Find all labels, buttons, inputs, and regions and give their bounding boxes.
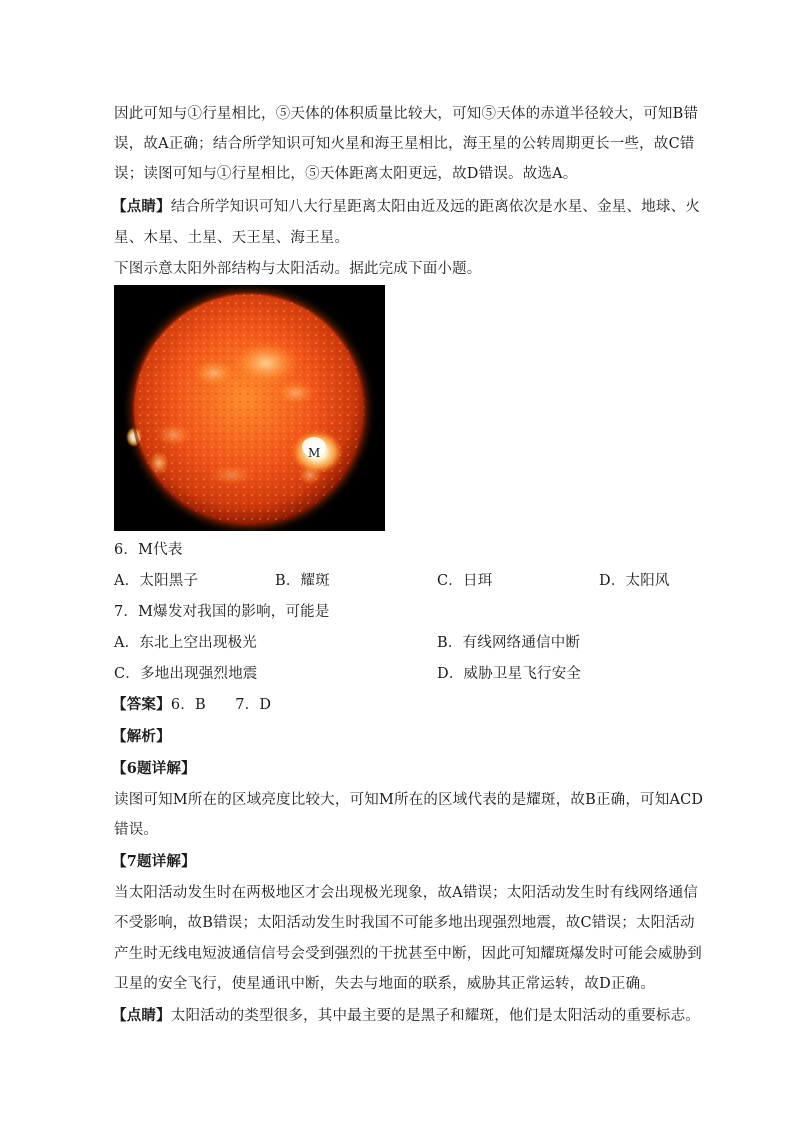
text-line: 读图可知M所在的区域亮度比较大，可知M所在的区域代表的是耀斑，故B正确，可知ACD [114, 792, 704, 808]
detail-7-tag: 【7题详解】 [112, 853, 196, 870]
tip-block [112, 197, 701, 217]
question-7-stem: 7．M爆发对我国的影响，可能是 [114, 604, 330, 620]
option-b[interactable]: B．有线网络通信中断 [437, 635, 581, 651]
option-a[interactable]: A．太阳黑子 [114, 573, 199, 589]
analysis-tag: 【解析】 [112, 728, 171, 745]
tip-tag: 【点睛】 [112, 198, 171, 215]
text-line: 因此可知与①行星相比，⑤天体的体积质量比较大，可知⑤天体的赤道半径较大，可知B错 [114, 106, 699, 122]
text-line: 结合所学知识可知八大行星距离太阳由近及远的距离依次是水星、金星、地球、火 [170, 199, 701, 215]
answer-tag: 【答案】 [112, 696, 171, 713]
tip-tag: 【点睛】 [112, 1007, 171, 1024]
text-line: 当太阳活动发生时在两极地区才会出现极光现象，故A错误；太阳活动发生时有线网络通信 [114, 885, 698, 901]
text-line: 不受影响，故B错误；太阳活动发生时我国不可能多地出现强烈地震，故C错误；太阳活动 [114, 915, 695, 931]
question-intro: 下图示意太阳外部结构与太阳活动。据此完成下面小题。 [114, 261, 482, 277]
sun-image [114, 285, 385, 531]
text-line: 产生时无线电短波通信信号会受到强烈的干扰甚至中断，因此可知耀斑爆发时可能会威胁到 [114, 946, 702, 962]
flare-label: M [308, 446, 321, 460]
text-line: 太阳活动的类型很多，其中最主要的是黑子和耀斑，他们是太阳活动的重要标志。 [170, 1008, 701, 1024]
option-a[interactable]: A．东北上空出现极光 [114, 635, 257, 651]
detail-6-tag: 【6题详解】 [112, 760, 196, 777]
text-line: 错误。 [114, 822, 159, 838]
answer-block [112, 695, 692, 715]
question-6-stem: 6．M代表 [114, 542, 183, 558]
option-b[interactable]: B．耀斑 [275, 573, 330, 589]
option-d[interactable]: D．太阳风 [599, 573, 670, 589]
sun-figure [114, 285, 385, 531]
text-line: 误，故A正确；结合所学知识可知火星和海王星相比，海王星的公转周期更长一些，故C错 [114, 136, 695, 152]
option-c[interactable]: C．日珥 [437, 573, 493, 589]
text-line: 卫星的安全飞行，使星通讯中断，失去与地面的联系，威胁其正常运转，故D正确。 [114, 976, 656, 992]
option-c[interactable]: C．多地出现强烈地震 [114, 666, 258, 682]
option-d[interactable]: D．威胁卫星飞行安全 [437, 666, 582, 682]
tip-block [112, 1006, 701, 1026]
answer-text: 6．B 7．D [170, 697, 272, 713]
text-line: 误；读图可知与①行星相比，⑤天体距离太阳更远，故D错误。故选A。 [114, 166, 578, 182]
text-line: 星、木星、土星、天王星、海王星。 [114, 230, 350, 246]
